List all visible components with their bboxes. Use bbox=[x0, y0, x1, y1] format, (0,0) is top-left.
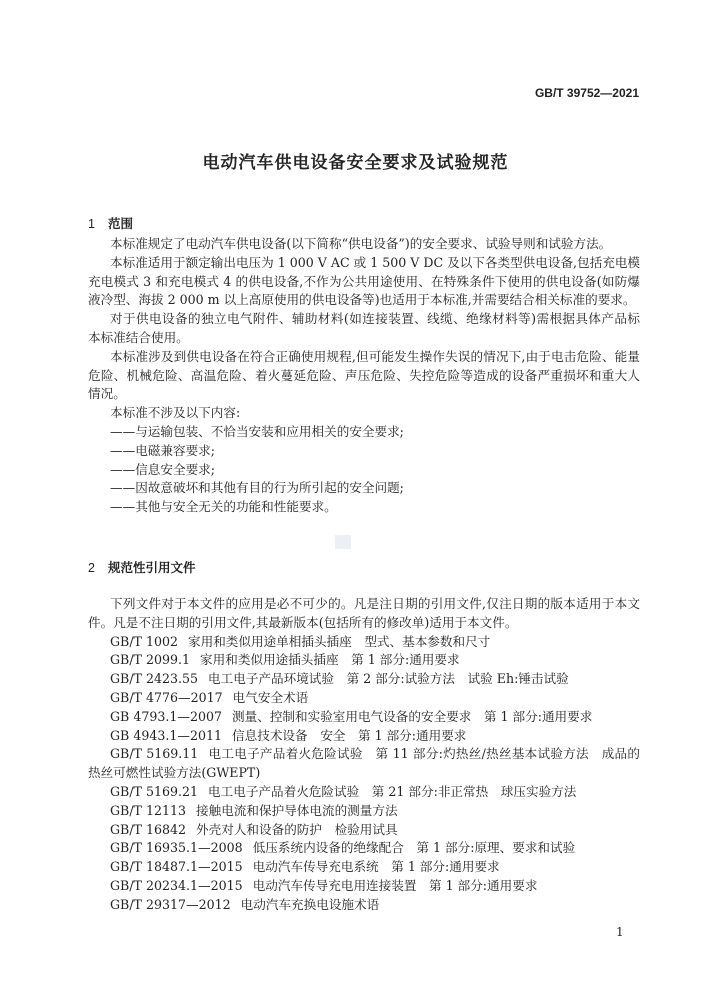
reference-item bbox=[88, 727, 640, 746]
reference-code: GB/T 16935.1—2008 bbox=[110, 840, 243, 856]
paragraph-line: ——与运输包装、不恰当安装和应用相关的安全要求; bbox=[110, 423, 404, 439]
reference-code: GB/T 12113 bbox=[110, 802, 187, 818]
reference-code: GB/T 4776—2017 bbox=[110, 689, 223, 705]
paragraph-line: ——其他与安全无关的功能和性能要求。 bbox=[110, 499, 337, 515]
document-title: 电动汽车供电设备安全要求及试验规范 bbox=[202, 153, 509, 173]
paragraph-line: 本标准适用于额定输出电压为 1 000 V AC 或 1 500 V DC 及以下各类型供电设备,包括充电模 bbox=[110, 254, 640, 270]
reference-code: GB/T 2423.55 bbox=[110, 671, 199, 687]
section-1-heading bbox=[88, 214, 133, 232]
paragraph-line: 对于供电设备的独立电气附件、辅助材料(如连接装置、线缆、绝缘材料等)需根据具体产品标 bbox=[110, 311, 640, 327]
paragraph-line: 液冷型、海拔 2 000 m 以上高原使用的供电设备等)也适用于本标准,并需要结合相关标准的要求。 bbox=[88, 292, 636, 308]
reference-code: GB/T 5169.21 bbox=[110, 783, 199, 799]
reference-title: 电动汽车传导充电用连接装置 第 1 部分:通用要求 bbox=[252, 877, 538, 893]
paragraph-line: 情况。 bbox=[88, 386, 126, 402]
reference-title: 电动汽车传导充电系统 第 1 部分:通用要求 bbox=[252, 859, 500, 875]
reference-continuation: 热丝可燃性试验方法(GWEPT) bbox=[88, 765, 261, 781]
section-2-heading bbox=[88, 558, 196, 576]
reference-title: 家用和类似用途单相插头插座 型式、基本参数和尺寸 bbox=[188, 633, 491, 649]
section-2-body bbox=[88, 595, 640, 915]
paragraph-line: ——因故意破坏和其他有目的行为所引起的安全问题; bbox=[110, 480, 404, 496]
reference-title: 信息技术设备 安全 第 1 部分:通用要求 bbox=[232, 727, 467, 743]
paragraph-line: 下列文件对于本文件的应用是必不可少的。凡是注日期的引用文件,仅注日期的版本适用于本文 bbox=[110, 596, 640, 611]
reference-item bbox=[88, 708, 640, 727]
reference-item bbox=[88, 689, 640, 708]
reference-code: GB/T 20234.1—2015 bbox=[110, 877, 243, 893]
paragraph-line: 充电模式 3 和充电模式 4 的供电设备,不作为公共用途使用、在特殊条件下使用的供电设备(如防爆 bbox=[88, 273, 640, 289]
reference-title: 电工电子产品着火危险试验 第 21 部分:非正常热 球压实验方法 bbox=[208, 783, 577, 799]
reference-title: 测量、控制和实验室用电气设备的安全要求 第 1 部分:通用要求 bbox=[232, 708, 593, 724]
reference-title: 外壳对人和设备的防护 检验用试具 bbox=[196, 821, 398, 837]
reference-title: 家用和类似用途插头插座 第 1 部分:通用要求 bbox=[200, 652, 460, 668]
reference-item bbox=[88, 783, 640, 802]
reference-item bbox=[88, 670, 640, 689]
reference-code: GB/T 1002 bbox=[110, 633, 179, 649]
reference-title: 低压系统内设备的绝缘配合 第 1 部分:原理、要求和试验 bbox=[252, 840, 576, 856]
page-number: 1 bbox=[616, 925, 624, 939]
reference-code: GB/T 18487.1—2015 bbox=[110, 859, 243, 875]
watermark-icon bbox=[335, 535, 351, 549]
reference-item bbox=[88, 633, 640, 652]
reference-title: 电气安全术语 bbox=[232, 689, 309, 705]
reference-code: GB/T 29317—2012 bbox=[110, 896, 231, 912]
paragraph-line: 本标准不涉及以下内容: bbox=[110, 405, 241, 421]
reference-title: 电动汽车充换电设施术语 bbox=[240, 896, 380, 912]
section-number: 1 bbox=[88, 217, 95, 231]
reference-item bbox=[88, 821, 640, 840]
reference-item bbox=[88, 651, 640, 670]
paragraph-line: ——电磁兼容要求; bbox=[110, 442, 215, 458]
paragraph-line: 危险、机械危险、高温危险、着火蔓延危险、声压危险、失控危险等造成的设备严重损坏和重大人 bbox=[88, 367, 640, 383]
reference-code: GB/T 2099.1 bbox=[110, 652, 191, 668]
reference-title: 电工电子产品环境试验 第 2 部分:试验方法 试验 Eh:锤击试验 bbox=[208, 671, 569, 687]
reference-code: GB 4793.1—2007 bbox=[110, 708, 223, 724]
section-1-body bbox=[88, 235, 640, 517]
section-number: 2 bbox=[88, 561, 95, 575]
reference-code: GB/T 16842 bbox=[110, 821, 187, 837]
reference-code: GB/T 5169.11 bbox=[110, 746, 199, 762]
reference-item bbox=[88, 839, 640, 858]
reference-title: 电工电子产品着火危险试验 第 11 部分:灼热丝/热丝基本试验方法 成品的 bbox=[208, 746, 640, 762]
reference-item bbox=[88, 745, 640, 764]
reference-code: GB 4943.1—2011 bbox=[110, 727, 223, 743]
reference-item bbox=[88, 802, 640, 821]
reference-item bbox=[88, 896, 640, 915]
paragraph-line: ——信息安全要求; bbox=[110, 461, 215, 477]
paragraph-line: 件。凡是不注日期的引用文件,其最新版本(包括所有的修改单)适用于本文件。 bbox=[88, 614, 518, 630]
reference-item bbox=[88, 858, 640, 877]
reference-title: 接触电流和保护导体电流的测量方法 bbox=[196, 802, 398, 818]
section-title: 规范性引用文件 bbox=[108, 561, 196, 575]
paragraph-line: 本标准规定了电动汽车供电设备(以下简称“供电设备”)的安全要求、试验导则和试验方法。 bbox=[110, 236, 612, 251]
section-title: 范围 bbox=[108, 217, 134, 231]
reference-item bbox=[88, 877, 640, 896]
paragraph-line: 本标准结合使用。 bbox=[88, 329, 189, 345]
standard-code: GB/T 39752—2021 bbox=[534, 86, 639, 100]
paragraph-line: 本标准涉及到供电设备在符合正确使用规程,但可能发生操作失误的情况下,由于电击危险、能量 bbox=[110, 348, 640, 364]
